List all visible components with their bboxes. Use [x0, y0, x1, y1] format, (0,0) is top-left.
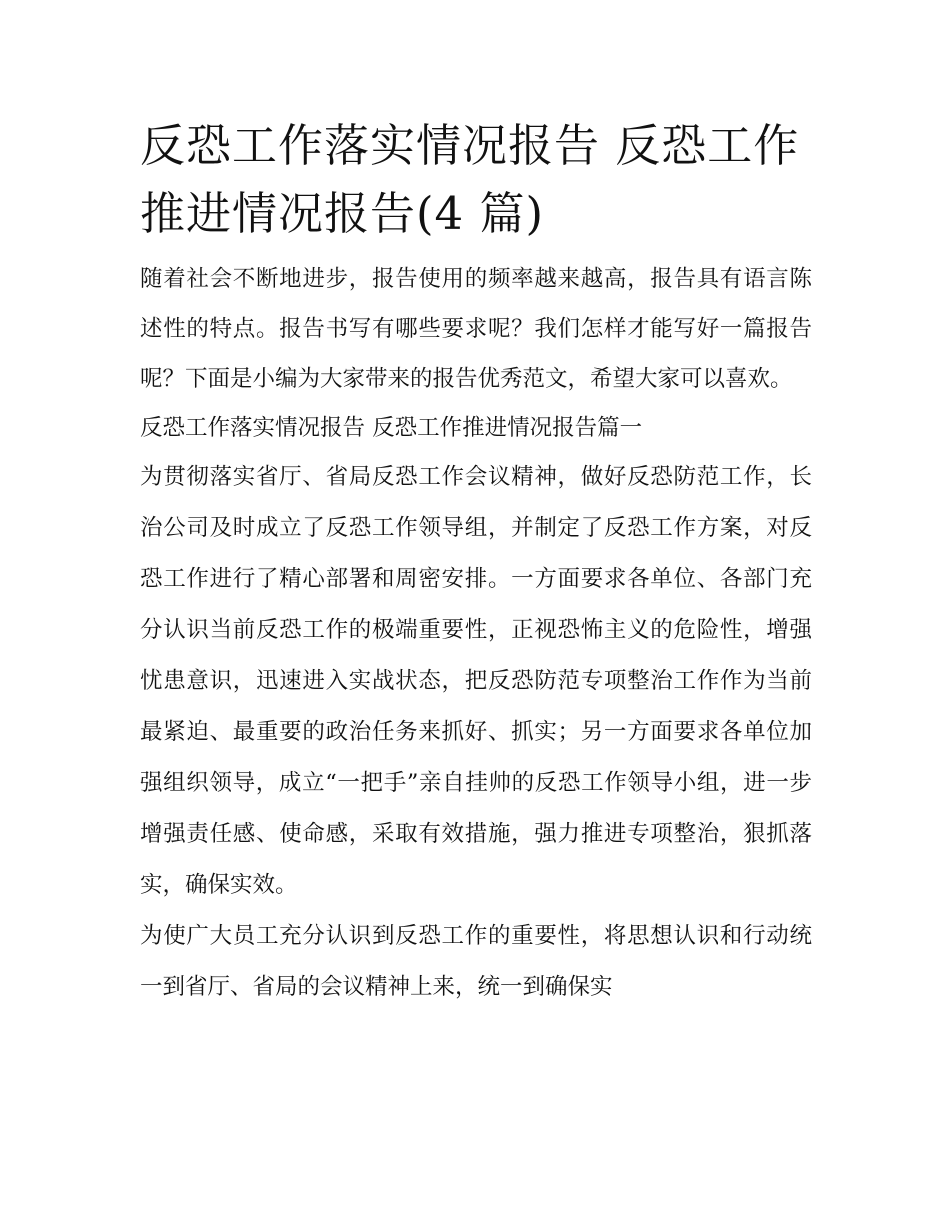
section-heading: 反恐工作落实情况报告 反恐工作推进情况报告篇一 — [140, 415, 643, 441]
section-body — [140, 452, 812, 1013]
intro-paragraph: 随着社会不断地进步，报告使用的频率越来越高，报告具有语言陈述性的特点。报告书写有哪些要求呢？我们怎样才能写好一篇报告呢？下面是小编为大家带来的报告优秀范文，希望大家可以喜欢。 — [140, 266, 812, 392]
document-page — [140, 112, 812, 1013]
document-body — [140, 254, 812, 1013]
body-paragraph-2: 为使广大员工充分认识到反恐工作的重要性，将思想认识和行动统一到省厅、省局的会议精神上来，统一到确保实 — [140, 923, 812, 1000]
intro-section — [140, 254, 812, 404]
document-title: 反恐工作落实情况报告 反恐工作推进情况报告(4 篇) — [140, 119, 800, 240]
body-paragraph-1: 为贯彻落实省厅、省局反恐工作会议精神，做好反恐防范工作，长治公司及时成立了反恐工作领导组，并制定了反恐工作方案，对反恐工作进行了精心部署和周密安排。一方面要求各单位、各部门充分认识当前反恐工作的极端重要性，正视恐怖主义的危险性，增强忧患意识，迅速进入实战状态，把反恐防范专项整治工作作为当前最紧迫、最重要的政治任务来抓好、抓实；另一方面要求各单位加强组织领导，成立“一把手”亲自挂帅的反恐工作领导小组，进一步增强责任感、使命感，采取有效措施，强力推进专项整治，狠抓落实，确保实效。 — [140, 464, 812, 898]
